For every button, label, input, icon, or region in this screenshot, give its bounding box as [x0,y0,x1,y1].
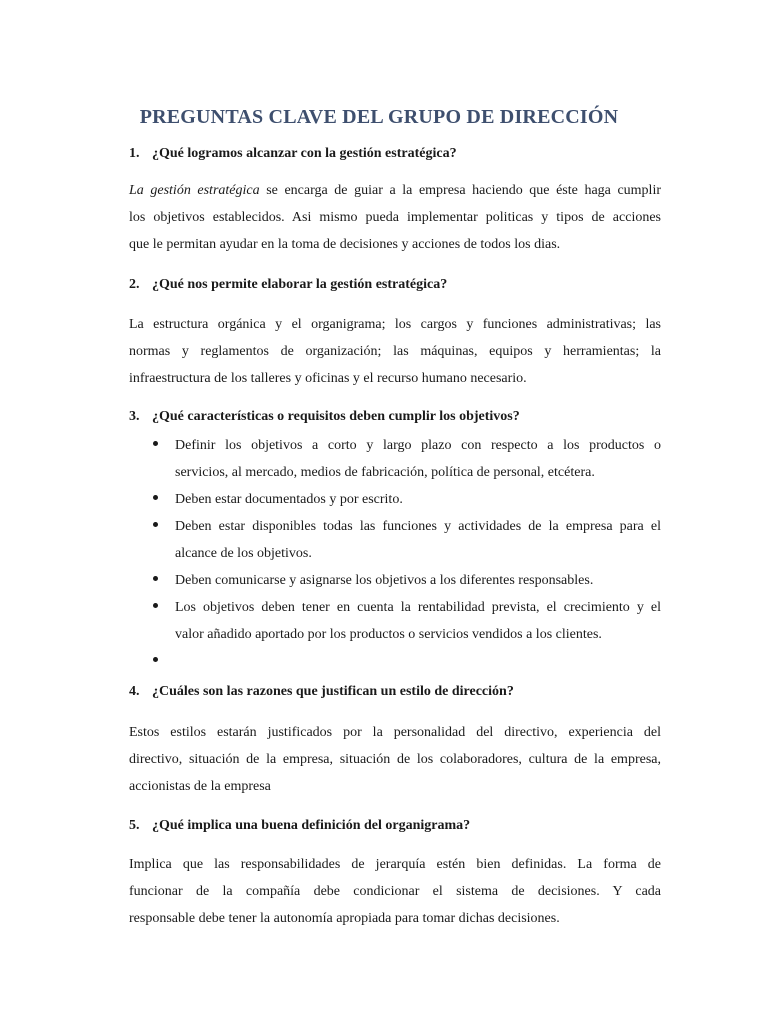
document-title: PREGUNTAS CLAVE DEL GRUPO DE DIRECCIÓN [139,106,619,128]
answer-5 [129,851,661,932]
answer-line: Implica que las responsabilidades de jerarquía estén bien definidas. La forma de [129,857,661,872]
answer-2 [129,311,661,392]
question-1 [129,146,457,162]
requirements-list [129,432,661,675]
list-item-line: valor añadido aportado por los productos o servicios vendidos a los clientes. [175,627,602,642]
answer-1 [129,177,661,258]
list-item-line [175,648,661,675]
answer-line-text: se encarga de guiar a la empresa haciendo que éste haga cumplir [266,183,661,198]
question-number: 1. [129,146,140,161]
answer-line: accionistas de la empresa [129,779,271,794]
question-2 [129,277,447,293]
answer-line: responsable debe tener la autonomía apropiada para tomar dichas decisiones. [129,911,560,926]
answer-italic-lead: La gestión estratégica [129,183,260,198]
bullet-icon [153,522,158,527]
question-4 [129,684,514,700]
bullet-icon [153,576,158,581]
list-item-line: Deben estar disponibles todas las funciones y actividades de la empresa para el [175,519,661,534]
answer-line: directivo, situación de la empresa, situación de los colaboradores, cultura de la empresa, [129,752,661,767]
bullet-icon [153,441,158,446]
question-text: ¿Cuáles son las razones que justifican un estilo de dirección? [152,684,514,699]
list-item-line: Deben comunicarse y asignarse los objetivos a los diferentes responsables. [175,573,594,588]
question-text: ¿Qué logramos alcanzar con la gestión estratégica? [152,146,457,161]
answer-4 [129,719,661,800]
answer-line: normas y reglamentos de organización; las máquinas, equipos y herramientas; la [129,344,661,359]
answer-line [129,177,661,204]
list-item [129,594,661,648]
question-text: ¿Qué nos permite elaborar la gestión estratégica? [152,277,448,292]
question-5 [129,818,470,834]
list-item-line: Definir los objetivos a corto y largo plazo con respecto a los productos o [175,438,661,453]
question-text: ¿Qué implica una buena definición del organigrama? [152,818,471,833]
question-number: 3. [129,409,140,424]
bullet-icon [153,603,158,608]
answer-line: los objetivos establecidos. Asi mismo pueda implementar politicas y tipos de acciones [129,210,661,225]
list-item-line: Deben estar documentados y por escrito. [175,492,403,507]
list-item-line: Los objetivos deben tener en cuenta la rentabilidad prevista, el crecimiento y el [175,600,661,615]
question-3 [129,409,520,425]
question-number: 5. [129,818,140,833]
list-item [129,513,661,567]
bullet-icon [153,657,158,662]
list-item [129,486,661,513]
list-item [129,567,661,594]
answer-line: Estos estilos estarán justificados por la personalidad del directivo, experiencia del [129,725,661,740]
answer-line: funcionar de la compañía debe condicionar el sistema de decisiones. Y cada [129,884,661,899]
answer-line: La estructura orgánica y el organigrama; los cargos y funciones administrativas; las [129,317,661,332]
list-item-empty [129,648,661,675]
list-item [129,432,661,486]
bullet-icon [153,495,158,500]
list-item-line: servicios, al mercado, medios de fabricación, política de personal, etcétera. [175,465,595,480]
question-number: 2. [129,277,140,292]
question-number: 4. [129,684,140,699]
answer-line: que le permitan ayudar en la toma de decisiones y acciones de todos los dias. [129,237,561,252]
answer-line: infraestructura de los talleres y oficinas y el recurso humano necesario. [129,371,527,386]
question-text: ¿Qué características o requisitos deben cumplir los objetivos? [152,409,520,424]
list-item-line: alcance de los objetivos. [175,546,312,561]
